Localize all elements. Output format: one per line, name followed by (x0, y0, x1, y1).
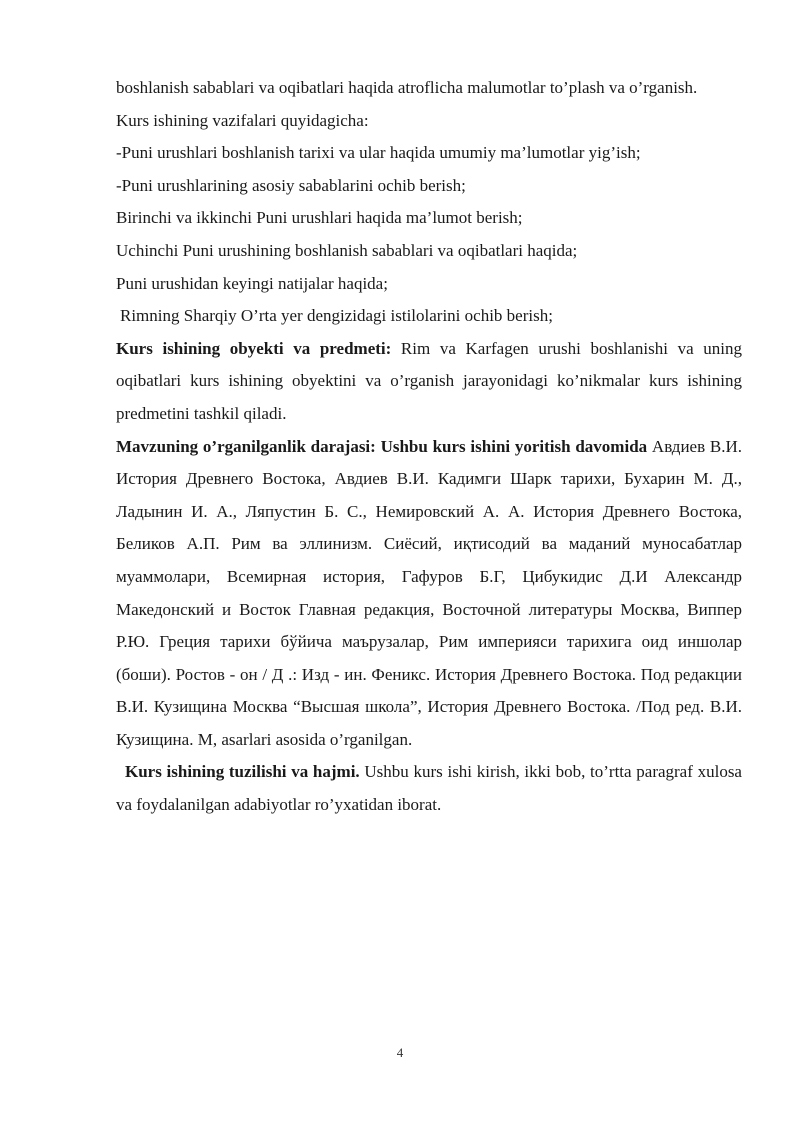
task-item-6: Rimning Sharqiy O’rta yer dengizidagi istilolarini ochib berish; (120, 306, 553, 326)
object-subject-label: Kurs ishining obyekti va predmeti: (116, 338, 392, 358)
task-item-1: -Puni urushlari boshlanish tarixi va ular haqida umumiy ma’lumotlar yig’ish; (116, 143, 641, 163)
object-subject-text: Rim va Karfagen urushi boshlanishi va uning oqibatlari kurs ishining obyektini va o’rganish jarayonidagi ko’nikmalar kurs ishining predmetini tashkil qiladi. (116, 338, 742, 423)
document-page (116, 72, 742, 822)
intro-paragraph (116, 72, 742, 105)
study-degree-text: Авдиев В.И. История Древнего Востока, Авдиев В.И. Кадимги Шарк тарихи, Бухарин М. Д., Ладынин И. А., Ляпустин Б. С., Немировский А. А. История Древнего Востока, Беликов А.П. Рим ва эллинизм. Сиёсий, иқтисодий ва маданий муносабатлар муаммолари, Всемирная история, Гафуров Б.Г, Цибукидис Д.И Александр Македонский и Восток Главная редакция, Восточной литературы Москва, Виппер Р.Ю. Греция тарихи бўйича маърузалар, Рим империяси тарихига оид иншолар (боши). Ростов - он / Д .: Изд - ин. Феникс. История Древнего Востока. Под редакции В.И. Кузищина Москва “Высшая школа”, История Древнего Востока. /Под ред. В.И. Кузищина. М, asarlari asosida o’rganilgan. (116, 436, 742, 749)
object-subject-paragraph (116, 333, 742, 431)
page-number: 4 (396, 1045, 404, 1060)
intro-text: boshlanish sabablari va oqibatlari haqida atroflicha malumotlar to’plash va o’rganish. (116, 78, 698, 97)
structure-label: Kurs ishining tuzilishi va hajmi. (125, 762, 360, 782)
study-degree-paragraph (116, 431, 742, 757)
structure-text: Ushbu kurs ishi kirish, ikki bob, to’rtta paragraf xulosa va foydalanilgan adabiyotlar ro’yxatidan iborat. (116, 762, 742, 815)
task-item-3: Birinchi va ikkinchi Puni urushlari haqida ma’lumot berish; (116, 208, 523, 228)
task-item-4: Uchinchi Puni urushining boshlanish sabablari va oqibatlari haqida; (116, 240, 578, 260)
study-degree-label: Mavzuning o’rganilganlik darajasi: Ushbu kurs ishini yoritish davomida (116, 436, 648, 456)
task-item-5: Puni urushidan keyingi natijalar haqida; (116, 273, 388, 293)
tasks-heading: Kurs ishining vazifalari quyidagicha: (116, 110, 369, 130)
structure-paragraph (116, 756, 742, 821)
task-item-2: -Puni urushlarining asosiy sabablarini ochib berish; (116, 175, 466, 195)
